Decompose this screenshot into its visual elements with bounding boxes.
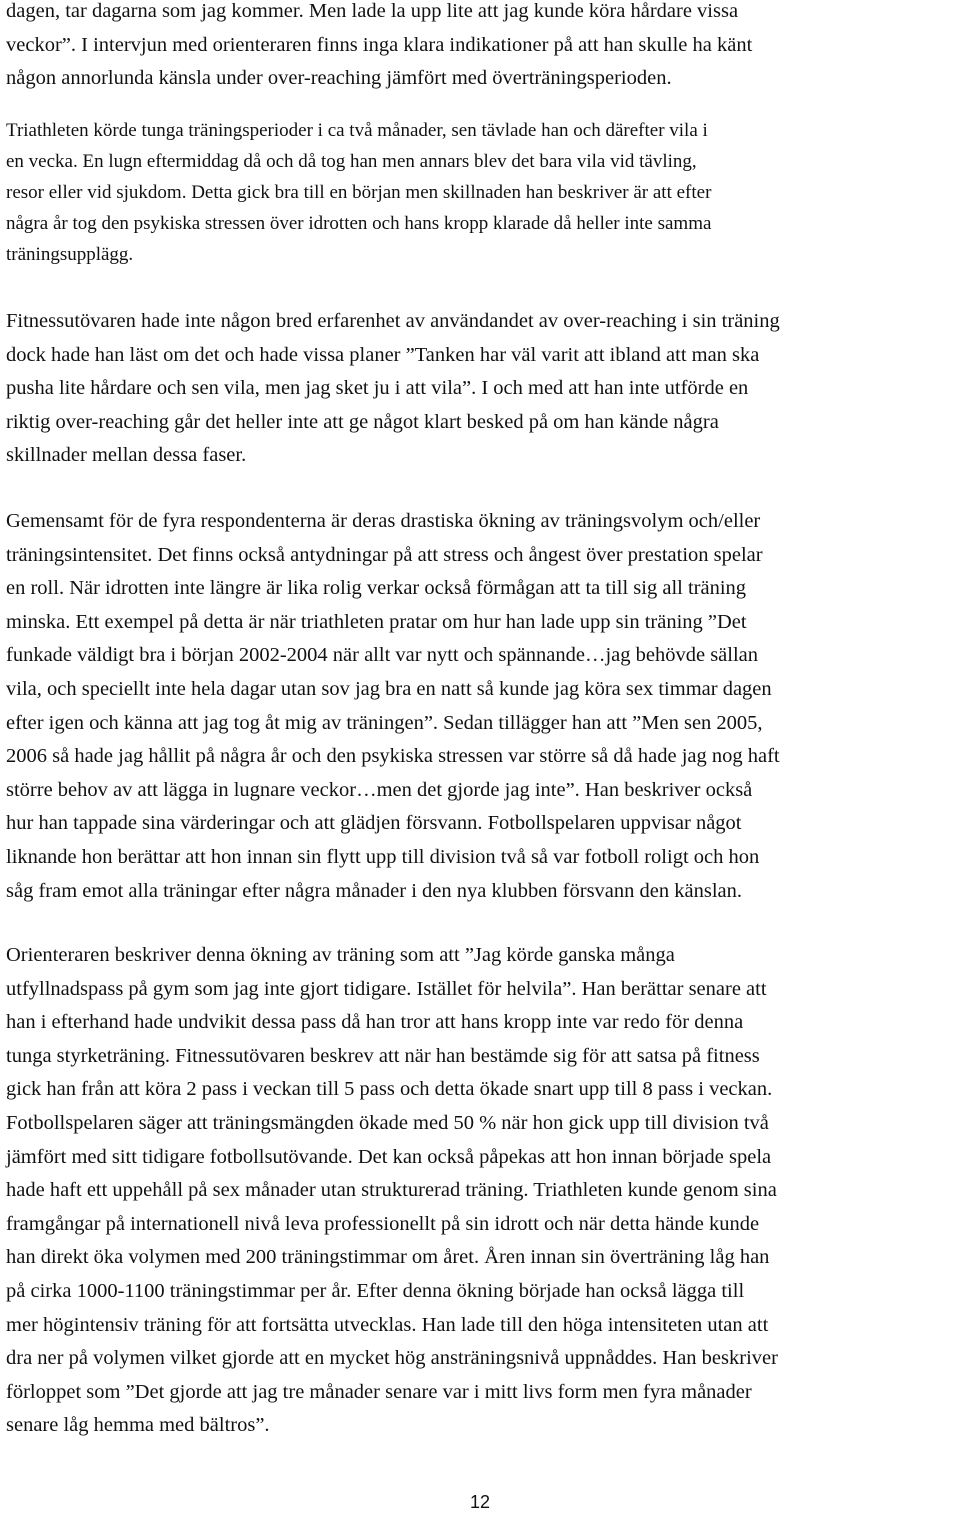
text-line: träningsupplägg. xyxy=(6,243,134,265)
paragraph-5 xyxy=(6,939,778,1443)
paragraph-1 xyxy=(6,0,752,96)
text-line: senare låg hemma med bältros”. xyxy=(6,1414,270,1437)
text-line: minska. Ett exempel på detta är när triathleten pratar om hur han lade upp sin träning ”Det xyxy=(6,610,747,633)
text-line: efter igen och känna att jag tog åt mig av träningen”. Sedan tillägger han att ”Men sen 2005, xyxy=(6,711,763,734)
paragraph-2 xyxy=(6,116,711,271)
text-line: en roll. När idrotten inte längre är lika rolig verkar också förmågan att ta till sig all träning xyxy=(6,577,747,600)
text-line: resor eller vid sjukdom. Detta gick bra till en början men skillnaden han beskriver är att efter xyxy=(6,181,712,203)
page-number: 12 xyxy=(469,1492,491,1512)
text-line: några år tog den psykiska stressen över idrotten och hans kropp klarade då heller inte samma xyxy=(6,212,712,234)
text-line: hade haft ett uppehåll på sex månader utan strukturerad träning. Triathleten kunde genom sina xyxy=(6,1179,777,1202)
text-line: Triathleten körde tunga träningsperioder i ca två månader, sen tävlade han och därefter vila i xyxy=(6,120,708,141)
text-line: dra ner på volymen vilket gjorde att en mycket hög ansträningsnivå uppnåddes. Han beskriver xyxy=(6,1347,778,1370)
text-line: förloppet som ”Det gjorde att jag tre månader senare var i mitt livs form men fyra månader xyxy=(6,1380,752,1403)
text-line: veckor”. I intervjun med orienteraren finns inga klara indikationer på att han skulle ha känt xyxy=(6,33,753,56)
text-line: pusha lite hårdare och sen vila, men jag sket ju i att vila”. I och med att han inte utförde en xyxy=(6,377,749,400)
text-line: en vecka. En lugn eftermiddag då och då tog han men annars blev det bara vila vid tävling, xyxy=(6,150,697,172)
text-line: utfyllnadspass på gym som jag inte gjort tidigare. Istället för helvila”. Han berättar senare att xyxy=(6,977,767,1000)
text-line: gick han från att köra 2 pass i veckan till 5 pass och detta ökade snart upp till 8 pass i veckan. xyxy=(6,1078,773,1101)
text-line: hur han tappade sina värderingar och att glädjen försvann. Fotbollspelaren uppvisar något xyxy=(6,812,742,835)
text-line: Orienteraren beskriver denna ökning av träning som att ”Jag körde ganska många xyxy=(6,944,675,966)
text-line: träningsintensitet. Det finns också antydningar på att stress och ångest över prestation spelar xyxy=(6,543,763,566)
text-line: dagen, tar dagarna som jag kommer. Men lade la upp lite att jag kunde köra hårdare vissa xyxy=(6,0,739,22)
paragraph-4 xyxy=(6,505,780,908)
text-line: Gemensamt för de fyra respondenterna är deras drastiska ökning av träningsvolym och/eller xyxy=(6,510,761,532)
text-line: vila, och speciellt inte hela dagar utan sov jag bra en natt så kunde jag köra sex timmar dagen xyxy=(6,677,772,700)
text-line: jämfört med sitt tidigare fotbollsutövande. Det kan också påpekas att hon innan började spela xyxy=(6,1145,772,1168)
text-line: 2006 så hade jag hållit på några år och den psykiska stressen var större så då hade jag nog haft xyxy=(6,745,780,768)
text-line: dock hade han läst om det och hade vissa planer ”Tanken har väl varit att ibland att man ska xyxy=(6,343,760,366)
text-line: han i efterhand hade undvikit dessa pass då han tror att hans kropp inte var redo för denna xyxy=(6,1011,744,1034)
paragraph-3 xyxy=(6,305,780,473)
text-line: Fitnessutövaren hade inte någon bred erfarenhet av användandet av over-reaching i sin träning xyxy=(6,310,780,332)
text-line: skillnader mellan dessa faser. xyxy=(6,444,247,467)
text-line: tunga styrketräning. Fitnessutövaren beskrev att när han bestämde sig för att satsa på fitness xyxy=(6,1044,760,1067)
text-line: riktig over-reaching går det heller inte att ge något klart besked på om han kände några xyxy=(6,410,719,433)
text-line: mer högintensiv träning för att fortsätta utvecklas. Han lade till den höga intensiteten utan att xyxy=(6,1313,769,1336)
text-line: såg fram emot alla träningar efter några månader i den nya klubben försvann den känslan. xyxy=(6,879,742,902)
text-line: han direkt öka volymen med 200 träningstimmar om året. Åren innan sin överträning låg han xyxy=(6,1246,770,1269)
text-line: funkade väldigt bra i början 2002-2004 när allt var nytt och spännande…jag behövde sällan xyxy=(6,644,759,667)
text-line: någon annorlunda känsla under over-reaching jämfört med överträningsperioden. xyxy=(6,67,672,90)
text-line: Fotbollspelaren säger att träningsmängden ökade med 50 % när hon gick upp till division två xyxy=(6,1111,769,1134)
text-line: liknande hon berättar att hon innan sin flytt upp till division två så var fotboll roligt och hon xyxy=(6,845,760,868)
text-line: större behov av att lägga in lugnare veckor…men det gjorde jag inte”. Han beskriver också xyxy=(6,778,753,801)
text-line: på cirka 1000-1100 träningstimmar per år. Efter denna ökning började han också lägga till xyxy=(6,1279,745,1302)
text-line: framgångar på internationell nivå leva professionellt på sin idrott och när detta hände kunde xyxy=(6,1212,760,1235)
